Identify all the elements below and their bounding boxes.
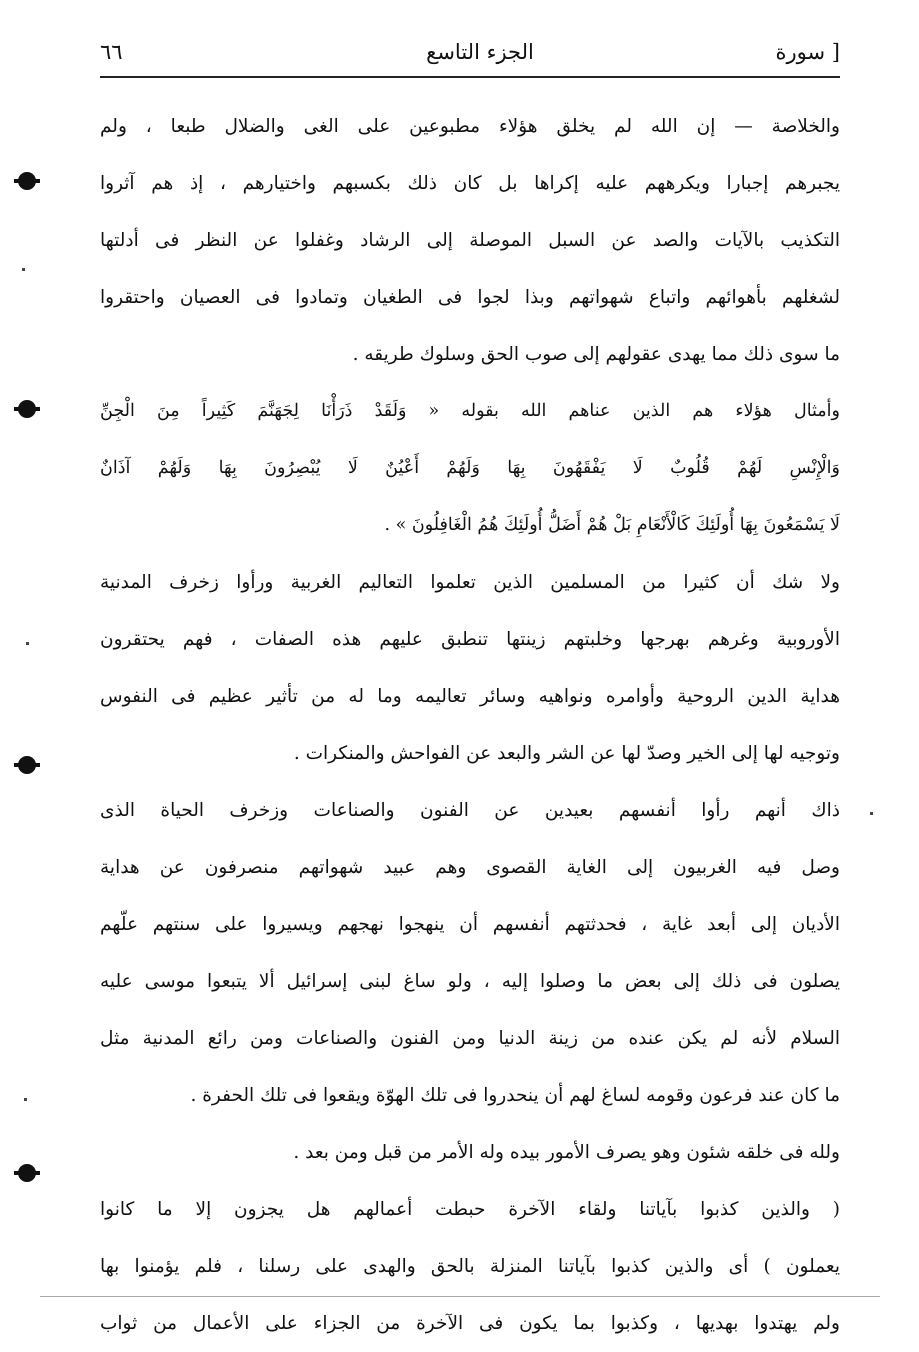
text-line: يجبرهم إجبارا ويكرههم عليه إكراها بل كان ذلك بكسبهم واختيارهم ، إذ هم آثروا: [100, 173, 840, 194]
scan-speck: [870, 812, 873, 815]
text-line: ما كان عند فرعون وقومه لساغ لهم أن ينحدروا فى تلك الهوّة ويقعوا فى تلك الحفرة .: [190, 1085, 840, 1106]
text-line: ولله فى خلقه شئون وهو يصرف الأمور بيده وله الأمر من قبل ومن بعد .: [293, 1142, 840, 1163]
binding-hole-mark: [18, 172, 36, 190]
text-line: الأوروبية وغرهم بهرجها وخلبتهم زينتها تنطبق عليهم هذه الصفات ، فهم يحتقرون: [100, 629, 840, 650]
text-line: هداية الدين الروحية وأوامره ونواهيه وسائر تعاليمه وما له من تأثير عظيم فى النفوس: [100, 686, 840, 707]
page-body: [100, 98, 840, 1352]
page-bottom-edge: [40, 1296, 880, 1297]
text-line: وتوجيه لها إلى الخير وصدّ لها عن الشر والبعد عن الفواحش والمنكرات .: [293, 743, 840, 764]
juz-title: الجزء التاسع: [426, 40, 534, 64]
text-line: يعملون ) أى والذين كذبوا بآياتنا المنزلة بالحق والهدى على رسلنا ، فلم يؤمنوا بها: [100, 1256, 840, 1277]
text-line: السلام لأنه لم يكن عنده من زينة الدنيا ومن الفنون والصناعات ومن رائع المدنية مثل: [100, 1028, 840, 1049]
text-line: والخلاصة — إن الله لم يخلق هؤلاء مطبوعين على الغى والضلال طبعا ، ولم: [100, 116, 840, 137]
text-line: لشغلهم بأهوائهم واتباع شهواتهم وبذا لجوا فى الطغيان وتمادوا فى العصيان واحتقروا: [100, 287, 840, 308]
scan-speck: [22, 268, 25, 271]
binding-hole-mark: [18, 1164, 36, 1182]
text-line: يصلون فى ذلك إلى بعض ما وصلوا إليه ، ولو ساغ لبنى إسرائيل ألا يتبعوا موسى عليه: [100, 971, 840, 992]
text-line: ما سوى ذلك مما يهدى عقولهم إلى صوب الحق وسلوك طريقه .: [352, 344, 840, 365]
page-number: ٦٦: [100, 40, 123, 64]
text-line: ذاك أنهم رأوا أنفسهم بعيدين عن الفنون والصناعات وزخرف الحياة الذى: [100, 800, 840, 821]
page-header: [100, 40, 840, 78]
text-line: ولا شك أن كثيرا من المسلمين الذين تعلموا التعاليم الغربية ورأوا زخرف المدنية: [100, 572, 840, 593]
binding-hole-mark: [18, 756, 36, 774]
scan-speck: [24, 1098, 27, 1101]
text-line: ولم يهتدوا بهديها ، وكذبوا بما يكون فى الآخرة من الجزاء على الأعمال من ثواب: [100, 1313, 840, 1334]
surah-label: [ سورة: [775, 40, 840, 64]
text-line: وصل فيه الغربيون إلى الغاية القصوى وهم عبيد شهواتهم منصرفون عن هداية: [100, 857, 840, 878]
binding-hole-mark: [18, 400, 36, 418]
text-line: التكذيب بالآيات والصد عن السبل الموصلة إلى الرشاد وغفلوا عن النظر فى أدلتها: [100, 230, 840, 251]
quran-line: لَا يَسْمَعُونَ بِهَا أُولَئِكَ كَالْأَنْعَامِ بَلْ هُمْ أَضَلُّ أُولَئِكَ هُمُ الْغَافِلُونَ » .: [384, 515, 840, 535]
text-line: ( والذين كذبوا بآياتنا ولقاء الآخرة حبطت أعمالهم هل يجزون إلا ما كانوا: [100, 1199, 840, 1220]
scan-speck: [26, 642, 29, 645]
quran-line: وأمثال هؤلاء هم الذين عناهم الله بقوله « وَلَقَدْ ذَرَأْنَا لِجَهَنَّمَ كَثِيراً مِنَ الْجِنِّ: [100, 401, 840, 421]
quran-line: وَالْإِنْسِ لَهُمْ قُلُوبٌ لَا يَفْقَهُونَ بِهَا وَلَهُمْ أَعْيُنٌ لَا يُبْصِرُونَ بِهَا وَلَهُمْ آذَانٌ: [100, 458, 840, 478]
text-line: الأديان إلى أبعد غاية ، فحدثتهم أنفسهم أن ينهجوا نهجهم ويسيروا على سنتهم علّهم: [100, 914, 840, 935]
